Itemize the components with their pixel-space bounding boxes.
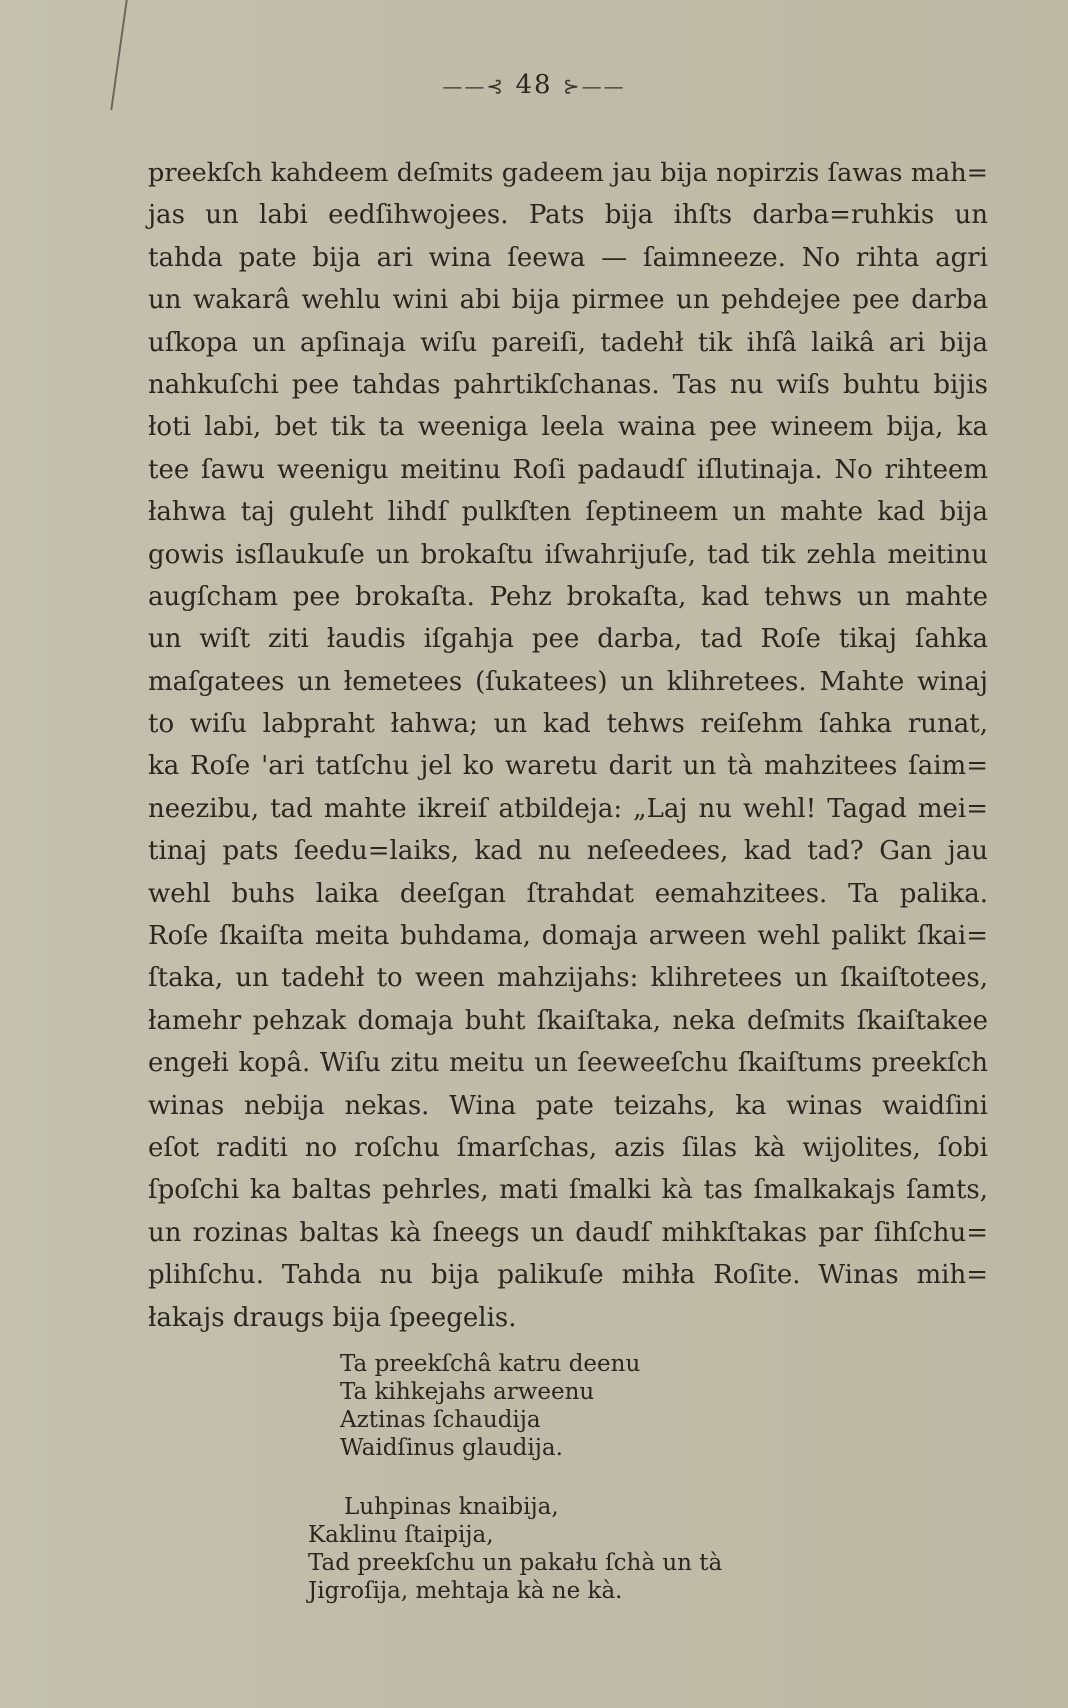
verse-line: Ta preekſchâ katru deenu — [340, 1351, 641, 1377]
page-header — [0, 70, 1068, 100]
text-line: engełi kopâ. Wiſu zitu meitu un ſeeweeſchu ſkaiſtums preekſch — [148, 1048, 988, 1079]
text-line: nahkuſchi pee tahdas pahrtikſchanas. Tas nu wiſs buhtu bijis — [148, 369, 988, 400]
text-line: maſgatees un łemetees (ſukatees) un klihretees. Mahte winaj — [148, 666, 988, 697]
text-line: jas un labi eedſihwojees. Pats bija ihſts darba=ruhkis un — [148, 200, 988, 231]
verse-line: Aztinas ſchaudija — [340, 1407, 541, 1433]
text-line: gowis isſlaukuſe un brokaſtu iſwahrijuſe, tad tik zehla meitinu — [148, 539, 988, 570]
verse-line: Luhpinas knaibija, — [344, 1494, 559, 1520]
text-line: łamehr pehzak domaja buht ſkaiſtaka, neka deſmits ſkaiſtakee — [148, 1005, 988, 1036]
text-line: łahwa taj guleht lihdſ pulkſten ſeptineem un mahte kad bija — [148, 497, 988, 528]
text-line: augſcham pee brokaſta. Pehz brokaſta, kad tehws un mahte — [148, 581, 988, 612]
text-line: wehl buhs laika deeſgan ſtrahdat eemahzitees. Ta palika. — [148, 878, 988, 909]
verse-line: Ta kihkejahs arweenu — [340, 1379, 595, 1405]
verse-stanza-1 — [340, 1350, 900, 1462]
text-line: ka Roſe 'ari tatſchu jel ko waretu darit un tà mahzitees ſaim= — [148, 751, 988, 782]
text-line: ſtaka, un tadehł to ween mahzijahs: klihretees un ſkaiſtotees, — [148, 963, 988, 994]
text-line: preekſch kahdeem deſmits gadeem jau bija nopirzis ſawas mah= — [148, 158, 988, 188]
text-line: winas nebija nekas. Wina pate teizahs, ka winas waidſini — [148, 1090, 988, 1121]
text-line: tahda pate bija ari wina ſeewa — ſaimneeze. No rihta agri — [148, 242, 988, 273]
verse-line: Waidſinus glaudija. — [340, 1435, 563, 1461]
text-line: neezibu, tad mahte ikreiſ atbildeja: „Laj nu wehl! Tagad mei= — [148, 793, 988, 824]
verse-line: Kaklinu ſtaipija, — [308, 1522, 494, 1548]
header-ornament-left: ——⊰ — [442, 74, 506, 98]
text-line: łakajs draugs bija ſpeegelis. — [148, 1302, 517, 1333]
verse-line: Tad preekſchu un pakału ſchà un tà — [308, 1550, 723, 1576]
text-line: łoti labi, bet tik ta weeniga leela waina pee wineem bija, ka — [148, 412, 988, 443]
text-line: plihſchu. Tahda nu bija palikuſe mihła Roſite. Winas mih= — [148, 1260, 988, 1291]
text-line: eſot raditi no roſchu ſmarſchas, azis ſilas kà wijolites, ſobi — [148, 1132, 988, 1163]
main-paragraph — [148, 152, 988, 1339]
verse-stanza-2 — [308, 1493, 868, 1605]
text-line: un wakarâ wehlu wini abi bija pirmee un pehdejee pee darba — [148, 285, 988, 316]
text-line: to wiſu labpraht łahwa; un kad tehws reiſehm ſahka runat, — [148, 709, 988, 740]
verse-line: Jigroſija, mehtaja kà ne kà. — [308, 1578, 623, 1604]
text-line: tinaj pats ſeedu=laiks, kad nu neſeedees, kad tad? Gan jau — [148, 836, 988, 867]
text-line: Roſe ſkaiſta meita buhdama, domaja arween wehl palikt ſkai= — [148, 921, 988, 952]
text-line: ſpoſchi ka baltas pehrles, mati ſmalki kà tas ſmalkakajs ſamts, — [148, 1175, 988, 1206]
text-line: uſkopa un apſinaja wiſu pareiſi, tadehł tik ihſâ laikâ ari bija — [148, 327, 988, 358]
header-ornament-right: ⊱—— — [562, 74, 626, 98]
page-number: 48 — [515, 70, 553, 100]
text-line: un rozinas baltas kà ſneegs un daudſ mihkſtakas par ſihſchu= — [148, 1217, 988, 1248]
text-line: un wiſt ziti łaudis iſgahja pee darba, tad Roſe tikaj ſahka — [148, 624, 988, 655]
text-line: tee ſawu weenigu meitinu Roſi padaudſ iſlutinaja. No rihteem — [148, 454, 988, 485]
